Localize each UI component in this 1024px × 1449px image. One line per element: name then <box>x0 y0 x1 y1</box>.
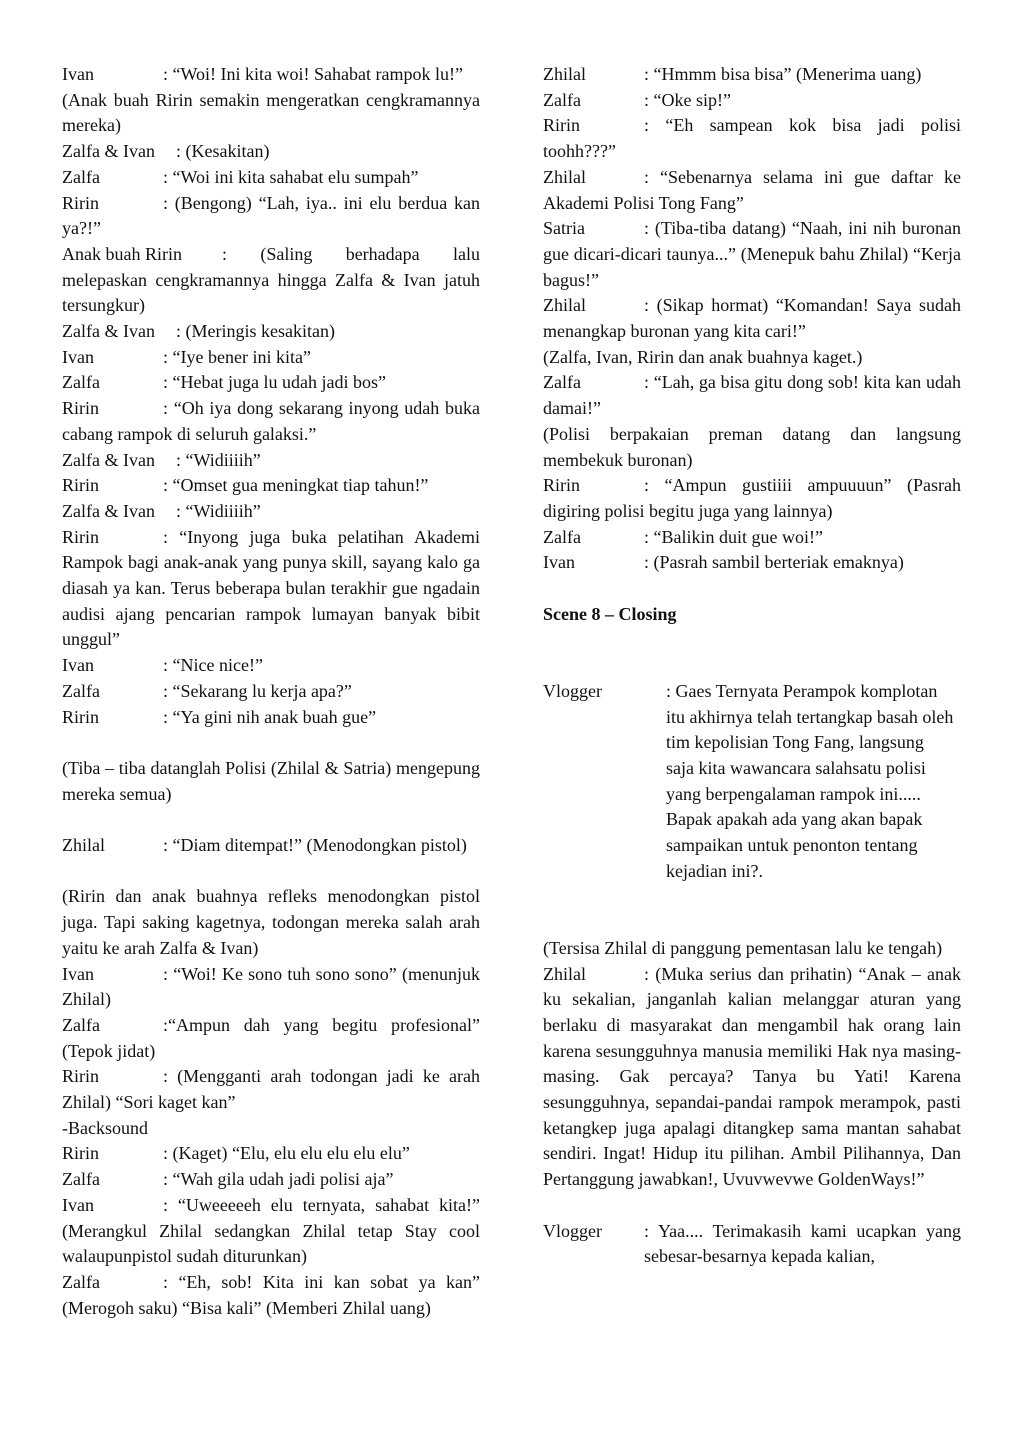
spacer <box>62 807 480 833</box>
dialogue-line <box>62 345 480 371</box>
dialogue-line <box>62 242 480 319</box>
stage-direction: -Backsound <box>62 1117 148 1138</box>
speaker-name: Zalfa <box>62 680 100 701</box>
speaker-name: Zalfa <box>62 166 100 187</box>
dialogue-line <box>62 525 480 654</box>
dialogue-text: : (Meringis kesakitan) <box>176 321 335 342</box>
dialogue-text: : “Inyong juga buka pelatihan Akademi Rampok bagi anak-anak yang punya skill, sayang kalo ga diasah ya kan. Terus beberapa bulan terakhir gue ngadain audisi ajang pencarian rampok lumayan banyak bibit unggul” <box>62 526 480 650</box>
dialogue-text: : “Widiiiih” <box>176 500 261 521</box>
dialogue-text: : “Eh sampean kok bisa jadi polisi toohh???” <box>543 115 961 162</box>
dialogue-text: : “Widiiiih” <box>176 449 261 470</box>
dialogue-text: : (Tiba-tiba datang) “Naah, ini nih buronan gue dicari-dicari taunya...” (Menepuk bahu Zhilal) “Kerja bagus!” <box>543 218 961 290</box>
spacer <box>543 884 961 910</box>
dialogue-line <box>62 191 480 242</box>
dialogue-line <box>543 525 961 551</box>
dialogue-line <box>543 88 961 114</box>
speaker-name: Ririn <box>62 192 100 213</box>
dialogue-line <box>543 550 961 576</box>
dialogue-line <box>62 448 480 474</box>
dialogue-text: : “Sebenarnya selama ini gue daftar ke Akademi Polisi Tong Fang” <box>543 166 961 213</box>
speaker-name: Zhilal <box>543 963 586 984</box>
dialogue-text: : “Eh, sob! Kita ini kan sobat ya kan” (Merogoh saku) “Bisa kali” (Memberi Zhilal uang) <box>62 1272 480 1318</box>
stage-direction: (Tiba – tiba datanglah Polisi (Zhilal & Satria) mengepung mereka semua) <box>62 757 480 804</box>
stage-direction: (Anak buah Ririn semakin mengeratkan cengkramannya mereka) <box>62 89 480 136</box>
speaker-name: Ririn <box>62 706 100 727</box>
speaker-name: Ivan <box>62 655 94 676</box>
dialogue-line <box>62 705 480 731</box>
dialogue-text: : “Oh iya dong sekarang inyong udah buka cabang rampok di seluruh galaksi.” <box>62 398 480 444</box>
dialogue-line <box>543 370 961 421</box>
speaker-name: Zalfa <box>543 89 581 110</box>
speaker-name: Zalfa <box>543 526 581 547</box>
speaker-name: Zalfa <box>62 1014 100 1035</box>
dialogue-line <box>62 165 480 191</box>
dialogue-text: : “Oke sip!” <box>644 89 731 110</box>
dialogue-line <box>543 293 961 344</box>
dialogue-text: : “Uweeeeeh elu ternyata, sahabat kita!” (Merangkul Zhilal sedangkan Zhilal tetap Stay cool walaupunpistol sudah diturunkan) <box>62 1194 480 1267</box>
dialogue-line <box>62 396 480 447</box>
speaker-name: Zalfa & Ivan <box>62 141 155 162</box>
stage-direction: (Tersisa Zhilal di panggung pementasan lalu ke tengah) <box>543 937 943 958</box>
spacer <box>543 653 961 679</box>
speaker-name: Ivan <box>543 552 575 573</box>
dialogue-text: : Yaa.... Terimakasih kami ucapkan yang sebesar-besarnya kepada kalian, <box>644 1220 961 1267</box>
speaker-name: Anak buah Ririn <box>62 243 182 264</box>
speaker-name: Zalfa <box>62 1272 100 1292</box>
dialogue-text: : (Kesakitan) <box>176 141 270 162</box>
dialogue-line <box>62 139 480 165</box>
speaker-name: Zalfa <box>62 372 100 393</box>
dialogue-line <box>62 1167 480 1193</box>
dialogue-line <box>62 679 480 705</box>
speaker-name: Ririn <box>62 475 100 496</box>
dialogue-line <box>62 833 480 859</box>
dialogue-text: : “Diam ditempat!” (Menodongkan pistol) <box>163 835 467 856</box>
dialogue-text: :“Ampun dah yang begitu profesional” (Tepok jidat) <box>62 1014 480 1061</box>
dialogue-line <box>62 319 480 345</box>
speaker-name: Zhilal <box>62 835 105 856</box>
speaker-name: Zalfa & Ivan <box>62 449 155 470</box>
left-column <box>62 62 480 1321</box>
speaker-name: Vlogger <box>543 680 602 701</box>
dialogue-line <box>62 1013 480 1064</box>
scene-heading: Scene 8 – Closing <box>543 603 677 624</box>
dialogue-line <box>62 653 480 679</box>
dialogue-line <box>62 1193 480 1270</box>
speaker-name: Ririn <box>62 398 100 419</box>
speaker-name: Ivan <box>62 1194 94 1215</box>
dialogue-text: : “Ampun gustiiii ampuuuun” (Pasrah digiring polisi begitu juga yang lainnya) <box>543 475 961 521</box>
dialogue-text: : (Pasrah sambil berteriak emaknya) <box>644 552 904 573</box>
speaker-name: Ririn <box>543 475 581 496</box>
spacer <box>543 576 961 602</box>
spacer <box>62 859 480 885</box>
speaker-name: Satria <box>543 218 585 239</box>
stage-direction: (Polisi berpakaian preman datang dan langsung membekuk buronan) <box>543 423 961 470</box>
speaker-name: Ririn <box>62 1143 100 1164</box>
dialogue-text: : (Bengong) “Lah, iya.. ini elu berdua kan ya?!” <box>62 192 480 239</box>
speaker-name: Ivan <box>62 346 94 367</box>
dialogue-text: : (Saling berhadapa lalu melepaskan cengkramannya hingga Zalfa & Ivan jatuh tersungkur) <box>62 243 480 316</box>
dialogue-line <box>543 165 961 216</box>
speaker-name: Ririn <box>62 1066 100 1087</box>
spacer <box>62 730 480 756</box>
dialogue-line <box>62 499 480 525</box>
dialogue-text: : “Woi ini kita sahabat elu sumpah” <box>163 166 419 187</box>
dialogue-line <box>543 473 961 524</box>
dialogue-text: : Gaes Ternyata Perampok komplotan itu akhirnya telah tertangkap basah oleh tim kepolisian Tong Fang, langsung saja kita wawancara salahsatu polisi yang berpengalaman rampok ini..... Bapak apakah ada yang akan bapak sampaikan untuk penonton tentang kejadian ini?. <box>666 680 954 881</box>
speaker-name: Vlogger <box>543 1220 602 1241</box>
spacer <box>543 1193 961 1219</box>
spacer <box>543 910 961 936</box>
vlogger-line <box>543 1219 961 1270</box>
dialogue-line <box>543 216 961 293</box>
speaker-name: Ivan <box>62 64 94 84</box>
dialogue-text: : “Balikin duit gue woi!” <box>644 526 823 547</box>
stage-direction: (Zalfa, Ivan, Ririn dan anak buahnya kaget.) <box>543 346 863 367</box>
dialogue-text: : (Kaget) “Elu, elu elu elu elu elu” <box>163 1143 410 1164</box>
right-column <box>543 62 961 1270</box>
speaker-name: Zalfa & Ivan <box>62 500 155 521</box>
speaker-name: Zhilal <box>543 166 586 187</box>
dialogue-line <box>62 473 480 499</box>
dialogue-line <box>62 62 480 88</box>
dialogue-text: : (Muka serius dan prihatin) “Anak – anak ku sekalian, janganlah kalian melanggar aturan yang berlaku di masyarakat dan mengambil hak orang lain karena sesungguhnya manusia memiliki Hak nya masing-masing. Gak percaya? Tanya bu Yati! Karena sesungguhnya, sepandai-pandai rampok merampok, pasti ketangkep juga apalagi ditangkep sama mantan sahabat sendiri. Ingat! Hidup itu pilihan. Ambil Pilihannya, Dan Pertanggung jawabkan!, Uvuvwevwe GoldenWays!” <box>543 963 961 1190</box>
speaker-name: Ririn <box>543 115 581 136</box>
dialogue-text: : “Woi! Ini kita woi! Sahabat rampok lu!” <box>163 64 463 84</box>
dialogue-line <box>543 113 961 164</box>
speaker-name: Zalfa <box>543 372 581 393</box>
dialogue-text: : “Omset gua meningkat tiap tahun!” <box>163 475 429 496</box>
vlogger-line <box>543 679 961 885</box>
dialogue-text: : “Hebat juga lu udah jadi bos” <box>163 372 386 393</box>
dialogue-text: : “Lah, ga bisa gitu dong sob! kita kan udah damai!” <box>543 372 961 419</box>
dialogue-line <box>543 62 961 88</box>
speaker-name: Zhilal <box>543 64 586 84</box>
dialogue-text: : “Ya gini nih anak buah gue” <box>163 706 377 727</box>
dialogue-text: : “Hmmm bisa bisa” (Menerima uang) <box>644 64 922 84</box>
dialogue-line <box>62 1270 480 1321</box>
stage-direction: (Ririn dan anak buahnya refleks menodongkan pistol juga. Tapi saking kagetnya, todongan mereka salah arah yaitu ke arah Zalfa & Ivan) <box>62 886 480 958</box>
dialogue-text: : (Mengganti arah todongan jadi ke arah Zhilal) “Sori kaget kan” <box>62 1066 480 1113</box>
dialogue-line <box>62 1064 480 1115</box>
dialogue-text: : “Sekarang lu kerja apa?” <box>163 680 352 701</box>
dialogue-line <box>62 962 480 1013</box>
dialogue-text: : “Iye bener ini kita” <box>163 346 311 367</box>
dialogue-text: : (Sikap hormat) “Komandan! Saya sudah menangkap buronan yang kita cari!” <box>543 295 961 342</box>
dialogue-text: : “Wah gila udah jadi polisi aja” <box>163 1169 394 1190</box>
dialogue-text: : “Nice nice!” <box>163 655 263 676</box>
dialogue-line <box>62 1141 480 1167</box>
dialogue-text: : “Woi! Ke sono tuh sono sono” (menunjuk Zhilal) <box>62 963 480 1010</box>
speaker-name: Ririn <box>62 526 100 547</box>
dialogue-line <box>543 962 961 1193</box>
speaker-name: Zalfa & Ivan <box>62 321 155 342</box>
spacer <box>543 627 961 653</box>
speaker-name: Ivan <box>62 963 94 984</box>
speaker-name: Zhilal <box>543 295 586 316</box>
dialogue-line <box>62 370 480 396</box>
speaker-name: Zalfa <box>62 1169 100 1190</box>
